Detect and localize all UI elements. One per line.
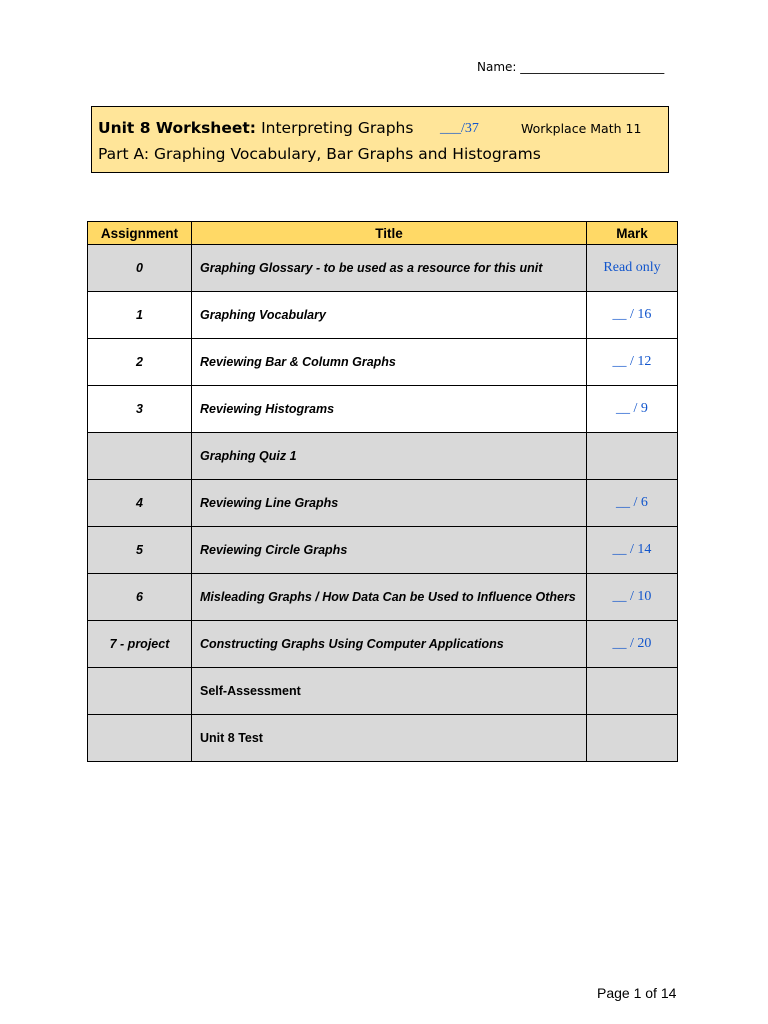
table-row bbox=[88, 339, 678, 386]
assignment-number: 5 bbox=[88, 527, 192, 574]
assignment-title: Constructing Graphs Using Computer Applications bbox=[192, 621, 587, 668]
assignment-number: 0 bbox=[88, 245, 192, 292]
assignment-title: Graphing Glossary - to be used as a resource for this unit bbox=[192, 245, 587, 292]
assignment-number bbox=[88, 715, 192, 762]
table-header-row bbox=[88, 222, 678, 245]
worksheet-title-box bbox=[91, 106, 669, 173]
unit-label: Unit 8 Worksheet: bbox=[98, 119, 256, 137]
assignment-title: Reviewing Histograms bbox=[192, 386, 587, 433]
assignment-title: Graphing Vocabulary bbox=[192, 292, 587, 339]
assignment-mark: __ / 12 bbox=[587, 339, 678, 386]
assignment-number: 4 bbox=[88, 480, 192, 527]
page-number: Page 1 of 14 bbox=[597, 985, 677, 1001]
table-row bbox=[88, 292, 678, 339]
course-name: Workplace Math 11 bbox=[521, 121, 642, 136]
table-row bbox=[88, 668, 678, 715]
table-row bbox=[88, 245, 678, 292]
assignment-table bbox=[87, 221, 678, 762]
assignment-number: 3 bbox=[88, 386, 192, 433]
assignment-number bbox=[88, 433, 192, 480]
assignment-mark: Read only bbox=[587, 245, 678, 292]
assignment-mark: __ / 14 bbox=[587, 527, 678, 574]
header-assignment: Assignment bbox=[88, 222, 192, 245]
table-row bbox=[88, 433, 678, 480]
assignment-title: Self-Assessment bbox=[192, 668, 587, 715]
table-row bbox=[88, 480, 678, 527]
assignment-title: Graphing Quiz 1 bbox=[192, 433, 587, 480]
assignment-mark bbox=[587, 715, 678, 762]
assignment-number: 7 - project bbox=[88, 621, 192, 668]
part-subtitle: Part A: Graphing Vocabulary, Bar Graphs and Histograms bbox=[98, 145, 541, 163]
assignment-title: Unit 8 Test bbox=[192, 715, 587, 762]
header-mark: Mark bbox=[587, 222, 678, 245]
table-row bbox=[88, 621, 678, 668]
assignment-title: Reviewing Line Graphs bbox=[192, 480, 587, 527]
header-title: Title bbox=[192, 222, 587, 245]
assignment-mark: __ / 9 bbox=[587, 386, 678, 433]
table-row bbox=[88, 386, 678, 433]
table-row bbox=[88, 527, 678, 574]
assignment-title: Misleading Graphs / How Data Can be Used to Influence Others bbox=[192, 574, 587, 621]
student-name-field[interactable]: Name: ________________________ bbox=[477, 60, 665, 74]
topic-title: Interpreting Graphs bbox=[261, 119, 414, 137]
assignment-number: 6 bbox=[88, 574, 192, 621]
assignment-title: Reviewing Bar & Column Graphs bbox=[192, 339, 587, 386]
assignment-mark: __ / 10 bbox=[587, 574, 678, 621]
table-row bbox=[88, 715, 678, 762]
table-row bbox=[88, 574, 678, 621]
assignment-mark bbox=[587, 433, 678, 480]
total-score: ___/37 bbox=[440, 121, 479, 136]
assignment-number bbox=[88, 668, 192, 715]
assignment-title: Reviewing Circle Graphs bbox=[192, 527, 587, 574]
assignment-mark bbox=[587, 668, 678, 715]
assignment-mark: __ / 6 bbox=[587, 480, 678, 527]
assignment-number: 2 bbox=[88, 339, 192, 386]
assignment-number: 1 bbox=[88, 292, 192, 339]
assignment-mark: __ / 20 bbox=[587, 621, 678, 668]
assignment-mark: __ / 16 bbox=[587, 292, 678, 339]
title-row bbox=[98, 118, 413, 137]
